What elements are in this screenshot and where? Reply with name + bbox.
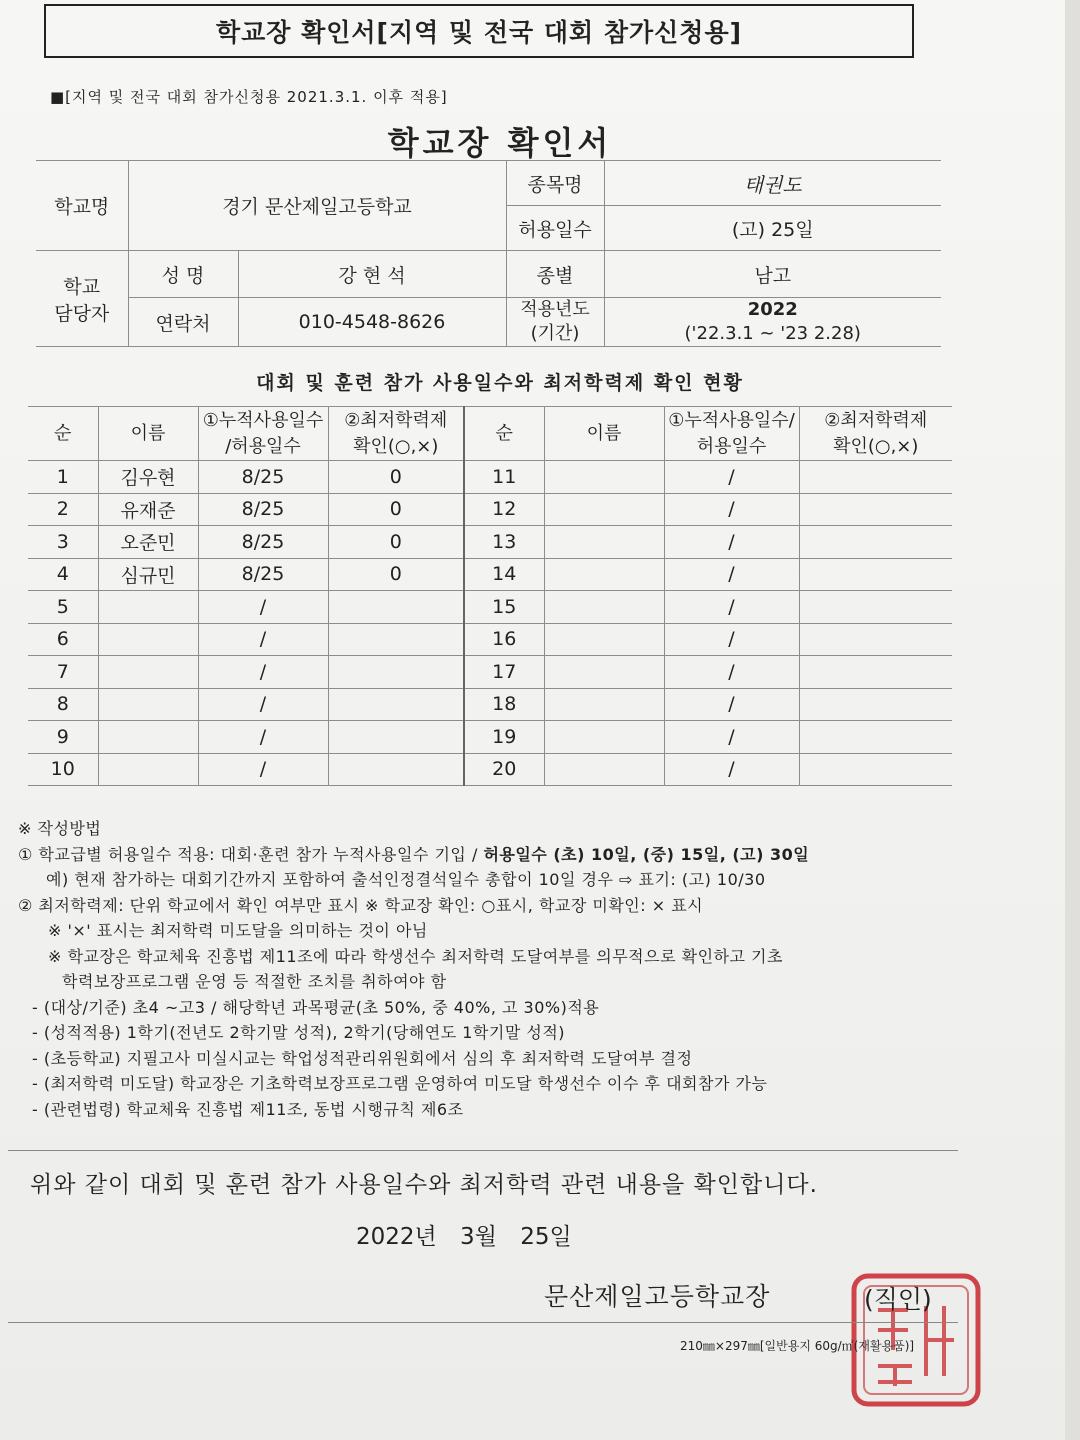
school-name: 경기 문산제일고등학교: [128, 161, 506, 251]
row-no: 10: [28, 753, 98, 786]
row-no: 6: [28, 623, 98, 656]
table-row: [28, 493, 952, 526]
row-check: [328, 591, 464, 624]
type-label: 종별: [506, 251, 604, 298]
row-name: 유재준: [98, 493, 198, 526]
row-days-right: /: [664, 753, 799, 786]
table-row: [28, 591, 952, 624]
row-name-right: [544, 688, 664, 721]
col-check: [328, 407, 464, 461]
row-no-right: 16: [464, 623, 544, 656]
principal-name: 문산제일고등학교장: [544, 1282, 771, 1311]
divider-bottom: [8, 1322, 958, 1323]
row-no: 9: [28, 721, 98, 754]
row-name-right: [544, 753, 664, 786]
allowed-days-label: 허용일수: [506, 206, 604, 251]
row-check: [328, 656, 464, 689]
period: ('22.3.1 ~ '23 2.28): [684, 323, 861, 344]
row-days-right: /: [664, 526, 799, 559]
header-subtitle: ■[지역 및 전국 대회 참가신청용 2021.3.1. 이후 적용]: [50, 88, 448, 106]
school-info-table: [36, 160, 941, 347]
table-row: [28, 753, 952, 786]
row-no: 7: [28, 656, 98, 689]
row-check-right: [799, 688, 952, 721]
row-check-right: [799, 656, 952, 689]
row-days-right: /: [664, 558, 799, 591]
seal-label: (직인): [864, 1285, 932, 1314]
year: 2022: [747, 299, 798, 320]
col-check-right-line2: 확인(○,×): [833, 435, 919, 457]
page-title: 학교장 확인서: [387, 124, 613, 162]
col-days-right: [664, 407, 799, 461]
row-days: 8/25: [198, 526, 328, 559]
row-days: 8/25: [198, 558, 328, 591]
col-no: 순: [28, 407, 98, 461]
event-label: 종목명: [506, 161, 604, 206]
note-3: ※ '×' 표시는 최저학력 미도달을 의미하는 것이 아님: [48, 921, 428, 940]
row-days-right: /: [664, 656, 799, 689]
row-no-right: 17: [464, 656, 544, 689]
event-value: 태권도: [604, 161, 941, 206]
row-no: 5: [28, 591, 98, 624]
note-2: ② 최저학력제: 단위 학교에서 확인 여부만 표시 ※ 학교장 확인: ○표시, 학교장 미확인: × 표시: [18, 895, 704, 915]
row-name: 오준민: [98, 526, 198, 559]
note-1-text: ① 학교급별 허용일수 적용: 대회·훈련 참가 누적사용일수 기입 /: [18, 844, 484, 864]
row-days: 8/25: [198, 461, 328, 494]
detail-1: - (대상/기준) 초4 ~고3 / 해당학년 과목평균(초 50%, 중 40%, 고 30%)적용: [32, 997, 600, 1017]
row-check: [328, 753, 464, 786]
row-days: /: [198, 623, 328, 656]
row-check: [328, 721, 464, 754]
school-label: 학교명: [36, 161, 128, 251]
note-1: [18, 842, 968, 868]
row-check-right: [799, 526, 952, 559]
detail-3: - (초등학교) 지필고사 미실시교는 학업성적관리위원회에서 심의 후 최저학력 도달여부 결정: [32, 1048, 693, 1068]
col-name-right: 이름: [544, 407, 664, 461]
row-no: 1: [28, 461, 98, 494]
col-days-right-line1: ①누적사용일수/: [668, 409, 795, 431]
row-days-right: /: [664, 623, 799, 656]
row-days: /: [198, 721, 328, 754]
row-name-right: [544, 493, 664, 526]
row-no-right: 20: [464, 753, 544, 786]
contact-phone: 010-4548-8626: [238, 298, 506, 347]
col-name: 이름: [98, 407, 198, 461]
row-name: [98, 721, 198, 754]
row-name-right: [544, 623, 664, 656]
row-name: [98, 623, 198, 656]
row-check: 0: [328, 493, 464, 526]
col-check-right-line1: ②최저학력제: [824, 409, 928, 431]
note-4: ※ 학교장은 학교체육 진흥법 제11조에 따라 학생선수 최저학력 도달여부를 의무적으로 확인하고 기초: [48, 946, 783, 966]
row-no: 8: [28, 688, 98, 721]
col-days: [198, 407, 328, 461]
note-1-example: 예) 현재 참가하는 대회기간까지 포함하여 출석인정결석일수 총합이 10일 경우 ⇨ 표기: (고) 10/30: [46, 870, 766, 889]
contact-label-line2: 담당자: [54, 302, 110, 325]
paper-spec: 210㎜×297㎜[일반용지 60g/㎡(재활용품)]: [680, 1339, 915, 1353]
table-row: [28, 461, 952, 494]
col-check-right: [799, 407, 952, 461]
col-days-line1: ①누적사용일수: [202, 409, 324, 431]
year-value: [604, 298, 941, 347]
row-check-right: [799, 753, 952, 786]
row-days: /: [198, 591, 328, 624]
row-days: /: [198, 753, 328, 786]
table-header-row: [28, 407, 952, 461]
table-row: [28, 526, 952, 559]
row-check: 0: [328, 461, 464, 494]
row-name-right: [544, 461, 664, 494]
row-check: 0: [328, 558, 464, 591]
row-check-right: [799, 558, 952, 591]
row-days-right: /: [664, 461, 799, 494]
type-value: 남고: [604, 251, 941, 298]
row-check: [328, 688, 464, 721]
row-days: 8/25: [198, 493, 328, 526]
detail-4: - (최저학력 미도달) 학교장은 기초학력보장프로그램 운영하여 미도달 학생선수 이수 후 대회참가 가능: [32, 1074, 768, 1093]
row-days: /: [198, 656, 328, 689]
row-no-right: 18: [464, 688, 544, 721]
allowed-days-value: (고) 25일: [604, 206, 941, 251]
row-name: 김우현: [98, 461, 198, 494]
year-label-line1: 적용년도: [520, 299, 590, 320]
contact-name: 강 현 석: [238, 251, 506, 298]
row-no-right: 14: [464, 558, 544, 591]
instructions: [18, 816, 968, 1122]
contact-label: [36, 251, 128, 347]
row-days-right: /: [664, 591, 799, 624]
row-check: 0: [328, 526, 464, 559]
col-days-line2: /허용일수: [225, 435, 301, 457]
row-check-right: [799, 721, 952, 754]
col-no-right: 순: [464, 407, 544, 461]
detail-5: - (관련법령) 학교체육 진흥법 제11조, 동법 시행규칙 제6조: [32, 1099, 464, 1119]
row-no: 3: [28, 526, 98, 559]
row-name: [98, 688, 198, 721]
detail-2: - (성적적용) 1학기(전년도 2학기말 성적), 2학기(당해연도 1학기말 성적): [32, 1023, 566, 1042]
paper-edge: [1065, 0, 1080, 1440]
row-no-right: 19: [464, 721, 544, 754]
row-no-right: 15: [464, 591, 544, 624]
contact-label-line1: 학교: [63, 275, 101, 298]
row-check-right: [799, 493, 952, 526]
row-name: 심규민: [98, 558, 198, 591]
row-check-right: [799, 623, 952, 656]
row-name-right: [544, 656, 664, 689]
row-no: 4: [28, 558, 98, 591]
header-box-title: 학교장 확인서[지역 및 전국 대회 참가신청용]: [44, 4, 914, 58]
row-check-right: [799, 591, 952, 624]
year-label-line2: (기간): [530, 323, 580, 344]
divider-top: [8, 1150, 958, 1151]
row-days-right: /: [664, 721, 799, 754]
row-name-right: [544, 526, 664, 559]
notes-heading: ※ 작성방법: [18, 819, 102, 838]
row-name-right: [544, 558, 664, 591]
row-no-right: 11: [464, 461, 544, 494]
row-name-right: [544, 591, 664, 624]
confirmation-text: 위와 같이 대회 및 훈련 참가 사용일수와 최저학력 관련 내용을 확인합니다.: [30, 1172, 818, 1198]
col-check-line1: ②최저학력제: [344, 409, 448, 431]
section-title: 대회 및 훈련 참가 사용일수와 최저학력제 확인 현황: [256, 372, 744, 394]
row-days-right: /: [664, 688, 799, 721]
row-no: 2: [28, 493, 98, 526]
row-days-right: /: [664, 493, 799, 526]
row-check: [328, 623, 464, 656]
note-1-bold: 허용일수 (초) 10일, (중) 15일, (고) 30일: [483, 844, 810, 864]
contact-phone-label: 연락처: [128, 298, 238, 347]
contact-name-label: 성 명: [128, 251, 238, 298]
row-name: [98, 656, 198, 689]
note-5: 학력보장프로그램 운영 등 적절한 조치를 취하여야 함: [62, 972, 447, 991]
table-row: [28, 558, 952, 591]
table-row: [28, 656, 952, 689]
year-label: [506, 298, 604, 347]
row-name: [98, 591, 198, 624]
table-row: [28, 721, 952, 754]
col-days-right-line2: 허용일수: [696, 435, 767, 457]
confirmation-date: 2022년 3월 25일: [356, 1224, 572, 1250]
row-name: [98, 753, 198, 786]
table-row: [28, 688, 952, 721]
row-no-right: 13: [464, 526, 544, 559]
row-no-right: 12: [464, 493, 544, 526]
row-check-right: [799, 461, 952, 494]
row-name-right: [544, 721, 664, 754]
table-body: [28, 461, 952, 786]
athlete-table: [28, 406, 952, 786]
col-check-line2: 확인(○,×): [353, 435, 439, 457]
row-days: /: [198, 688, 328, 721]
table-row: [28, 623, 952, 656]
